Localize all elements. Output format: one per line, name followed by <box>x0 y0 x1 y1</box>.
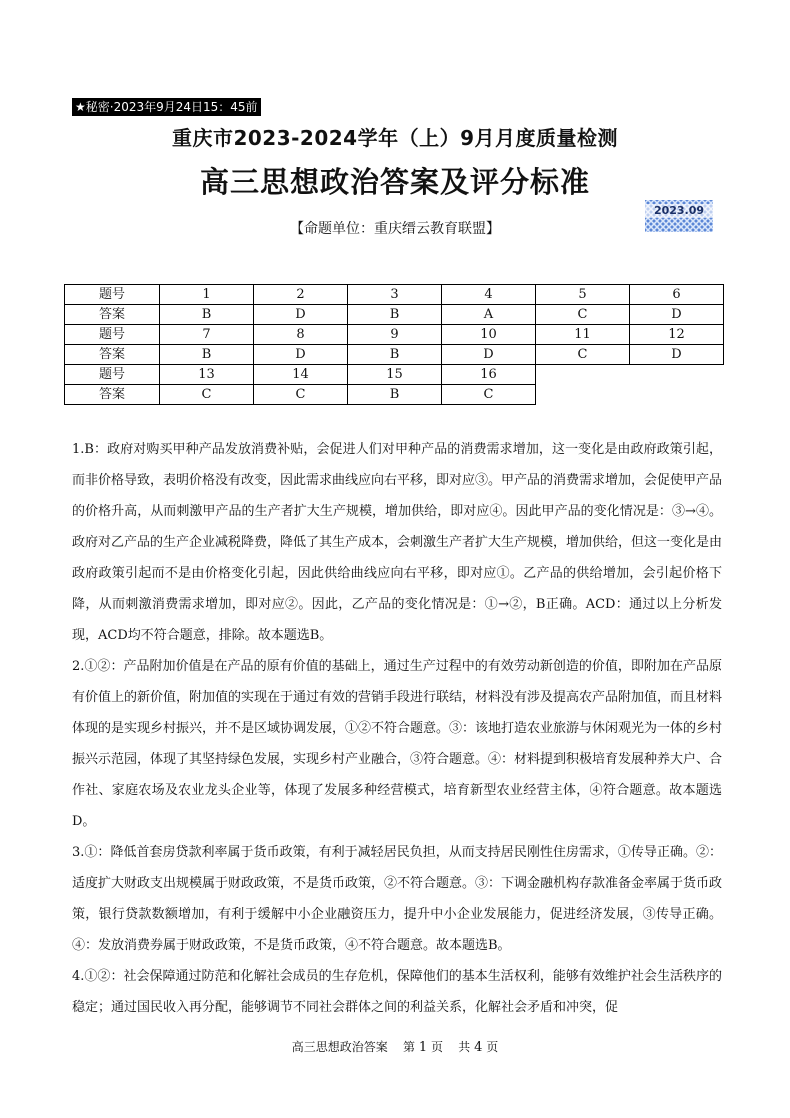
date-stamp-text: 2023.09 <box>645 204 713 218</box>
empty-cell <box>630 365 724 385</box>
answer-cell: D <box>254 305 348 325</box>
empty-cell <box>630 385 724 405</box>
question-number: 7 <box>160 325 254 345</box>
row-label: 题号 <box>65 325 160 345</box>
explanations <box>72 434 722 1023</box>
answer-cell: D <box>630 345 724 365</box>
question-number: 5 <box>536 285 630 305</box>
answer-table <box>64 284 724 405</box>
answer-cell: C <box>160 385 254 405</box>
answer-cell: B <box>160 305 254 325</box>
page-footer <box>0 1038 790 1055</box>
total-pages: 4 <box>474 1040 483 1055</box>
answer-cell: A <box>442 305 536 325</box>
question-number: 12 <box>630 325 724 345</box>
exam-title: 重庆市2023-2024学年（上）9月月度质量检测 <box>171 126 619 150</box>
row-label: 题号 <box>65 365 160 385</box>
explanation-paragraph: 2.①②：产品附加价值是在产品的原有价值的基础上，通过生产过程中的有效劳动新创造的价值，即附加在产品原有价值上的新价值，附加值的实现在于通过有效的营销手段进行联结，材料没有涉及提高农产品附加值，而且材料体现的是实现乡村振兴，并不是区域协调发展，①②不符合题意。③：该地打造农业旅游与休闲观光为一体的乡村振兴示范园，体现了其坚持绿色发展，实现乡村产业融合，③符合题意。④：材料提到积极培育发展种养大户、合作社、家庭农场及农业龙头企业等，体现了发展多种经营模式，培育新型农业经营主体，④符合题意。故本题选D。 <box>72 659 723 829</box>
footer-page-suffix: 页 <box>430 1040 443 1054</box>
footer-doc-name: 高三思想政治答案 <box>291 1040 388 1054</box>
footer-total-prefix: 共 <box>458 1040 471 1054</box>
footer-page-prefix: 第 <box>403 1040 416 1054</box>
question-number: 4 <box>442 285 536 305</box>
answer-cell: B <box>348 345 442 365</box>
answer-cell: D <box>630 305 724 325</box>
table-row <box>65 345 724 365</box>
question-number: 16 <box>442 365 536 385</box>
answer-cell: C <box>536 345 630 365</box>
question-number: 15 <box>348 365 442 385</box>
question-number: 10 <box>442 325 536 345</box>
answer-cell: B <box>348 385 442 405</box>
explanation-paragraph: 3.①：降低首套房贷款利率属于货币政策，有利于减轻居民负担，从而支持居民刚性住房需求，①传导正确。②：适度扩大财政支出规模属于财政政策，不是货币政策，②不符合题意。③：下调金融机构存款准备金率属于货币政策，银行贷款数额增加，有利于缓解中小企业融资压力，提升中小企业发展能力，促进经济发展，③传导正确。④：发放消费券属于财政政策，不是货币政策，④不符合题意。故本题选B。 <box>72 845 723 953</box>
question-number: 11 <box>536 325 630 345</box>
empty-cell <box>536 365 630 385</box>
empty-cell <box>536 385 630 405</box>
answer-cell: B <box>348 305 442 325</box>
question-number: 1 <box>160 285 254 305</box>
explanation-paragraph: 1.B：政府对购买甲种产品发放消费补贴，会促进人们对甲种产品的消费需求增加，这一变化是由政府政策引起，而非价格导致，表明价格没有改变，因此需求曲线应向右平移，即对应③。甲产品的消费需求增加，会促使甲产品的价格升高，从而刺激甲产品的生产者扩大生产规模，增加供给，即对应④。因此甲产品的变化情况是：③→④。政府对乙产品的生产企业减税降费，降低了其生产成本，会刺激生产者扩大生产规模，增加供给，但这一变化是由政府政策引起而不是由价格变化引起，因此供给曲线应向右平移，即对应①。乙产品的供给增加，会引起价格下降，从而刺激消费需求增加，即对应②。因此，乙产品的变化情况是：①→②，B正确。ACD：通过以上分析发现，ACD均不符合题意，排除。故本题选B。 <box>72 442 723 643</box>
author-unit: 【命题单位：重庆缙云教育联盟】 <box>290 221 500 237</box>
answer-cell: C <box>442 385 536 405</box>
question-number: 2 <box>254 285 348 305</box>
answer-cell: D <box>442 345 536 365</box>
row-label: 答案 <box>65 345 160 365</box>
question-number: 13 <box>160 365 254 385</box>
document-title: 高三思想政治答案及评分标准 <box>199 165 590 199</box>
row-label: 题号 <box>65 285 160 305</box>
question-number: 6 <box>630 285 724 305</box>
row-label: 答案 <box>65 305 160 325</box>
question-number: 9 <box>348 325 442 345</box>
question-number: 8 <box>254 325 348 345</box>
table-row <box>65 365 724 385</box>
question-number: 14 <box>254 365 348 385</box>
footer-total-suffix: 页 <box>486 1040 499 1054</box>
answer-cell: B <box>160 345 254 365</box>
explanation-paragraph: 4.①②：社会保障通过防范和化解社会成员的生存危机，保障他们的基本生活权利，能够有效维护社会生活秩序的稳定；通过国民收入再分配，能够调节不同社会群体之间的利益关系，化解社会矛盾和冲突，促 <box>72 969 722 1015</box>
question-number: 3 <box>348 285 442 305</box>
table-row <box>65 305 724 325</box>
table-row <box>65 285 724 305</box>
answer-cell: C <box>254 385 348 405</box>
page-number: 1 <box>418 1040 428 1055</box>
table-row <box>65 385 724 405</box>
table-row <box>65 325 724 345</box>
confidential-label: ★秘密·2023年9月24日15：45前 <box>72 98 261 116</box>
row-label: 答案 <box>65 385 160 405</box>
answer-cell: C <box>536 305 630 325</box>
answer-cell: D <box>254 345 348 365</box>
